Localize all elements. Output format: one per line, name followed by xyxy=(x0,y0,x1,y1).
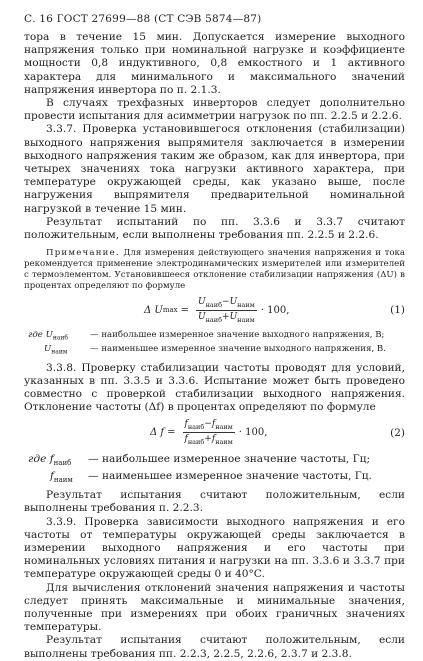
formula-1-row xyxy=(24,292,405,328)
formula-2 xyxy=(150,419,267,446)
formula-2-row xyxy=(24,415,405,451)
note-label: Примечание. xyxy=(46,248,120,259)
f2-denominator: $f_{наиб}+f_{наим}$ xyxy=(184,434,233,446)
f2-tail: · 100, xyxy=(238,427,268,438)
def-row: где $f_{наиб}$ — наибольшее измеренное значение частоты, Гц; xyxy=(28,452,371,467)
f1-fraction xyxy=(196,297,257,324)
f1-lhs: Δ U xyxy=(144,304,163,316)
formula-2-definitions xyxy=(28,453,405,488)
note-text: Для измерения действующего значения напряжения и тока рекомендуется применение электродинамических измерителей или измерителей с термоэлементом. Установившееся отклонение стабилизации напряжения (ΔU) в процентах определяют по формуле xyxy=(24,248,405,292)
def-row: где $U_{наиб}$ — наибольшее измеренное значение выходного напряжения, В; xyxy=(28,330,385,342)
paragraph-3-3-7: 3.3.7. Проверка установившегося отклонения (стабилизации) выходного напряжения выпрямителя заключается в измерении выходного напряжения таким же образом, как для инвертора, при четырех значениях тока нагрузки активного характера, при температуре окружающей среды, как указано выше, после нагружения выпрямителя предварительной номинальной нагрузкой в течение 15 мин. xyxy=(24,123,405,215)
paragraph-result-3: Результат испытания считают положительным, если выполнены требования пп. 2.2.3, 2.2.5, 2.2.6, 2.3.7 и 2.3.8. xyxy=(24,634,405,660)
f1-eq: = xyxy=(180,304,189,316)
f1-tail: · 100, xyxy=(260,304,290,316)
formula-1-definitions xyxy=(28,330,405,357)
paragraph-result-1: Результат испытаний по пп. 3.3.6 и 3.3.7 считают положительным, если выполнены требования пп. 2.2.5 и 2.2.6. xyxy=(24,215,405,242)
paragraph-3-3-9: 3.3.9. Проверка зависимости выходного напряжения и его частоты от температуры окружающей среды заключается в измерении выходного напряжения и его частоты при номинальных условиях питания и нагрузки на пп. 3.3.6 и 3.3.7 при температуре окружающей среды 0 и 40°C. xyxy=(24,515,405,581)
f1-lhs-sub: max xyxy=(162,306,178,315)
f2-fraction xyxy=(183,419,235,446)
formula-1 xyxy=(144,297,289,324)
f2-lhs: Δ f xyxy=(150,427,165,438)
paragraph-3-3-8: 3.3.8. Проверку стабилизации частоты проводят для условий, указанных в пп. 3.3.5 и 3.3.6. Испытание может быть проведено совместно с проверкой стабилизации выходного напряжения. Отклонение частоты (Δf) в процентах определяют по формуле xyxy=(24,361,405,414)
page-header: С. 16 ГОСТ 27699—88 (СТ СЭВ 5874—87) xyxy=(24,13,262,25)
f2-numerator: $f_{наиб}-f_{наим}$ xyxy=(184,419,233,431)
f2-eq: = xyxy=(167,427,176,438)
def-row: $f_{наим}$ — наименьшее измеренное значение частоты, Гц. xyxy=(50,469,372,484)
paragraph-2: В случаях трехфазных инверторов следует дополнительно провести испытания для асимметрии нагрузок по пп. 2.2.5 и 2.2.6. xyxy=(24,97,405,123)
f1-denominator: $U_{наиб}+U_{наим}$ xyxy=(197,311,255,324)
note xyxy=(24,248,405,292)
paragraph-deviation-calc: Для вычисления отклонений значения напряжения и частоты следует принять максимальные и минимальные значения, полученные при измерениях при обоих граничных значениях температуры. xyxy=(24,581,405,634)
f2-number: (2) xyxy=(390,426,405,439)
paragraph-1: тора в течение 15 мин. Допускается измерение выходного напряжения только при номинальной нагрузке и коэффициенте мощности 0,8 индуктивного, 0,8 емкостного и 1 активного характера для минимального и максимального значений напряжения инвертора по п. 2.1.3. xyxy=(24,31,405,96)
f1-numerator: $U_{наиб}-U_{наим}$ xyxy=(197,296,255,309)
paragraph-result-2: Результат испытания считают положительным, если выполнены требования п. 2.2.3. xyxy=(24,489,405,515)
def-row: $U_{наим}$ — наименьшее измеренное значение выходного напряжения, В. xyxy=(44,343,386,356)
f1-number: (1) xyxy=(390,304,405,317)
